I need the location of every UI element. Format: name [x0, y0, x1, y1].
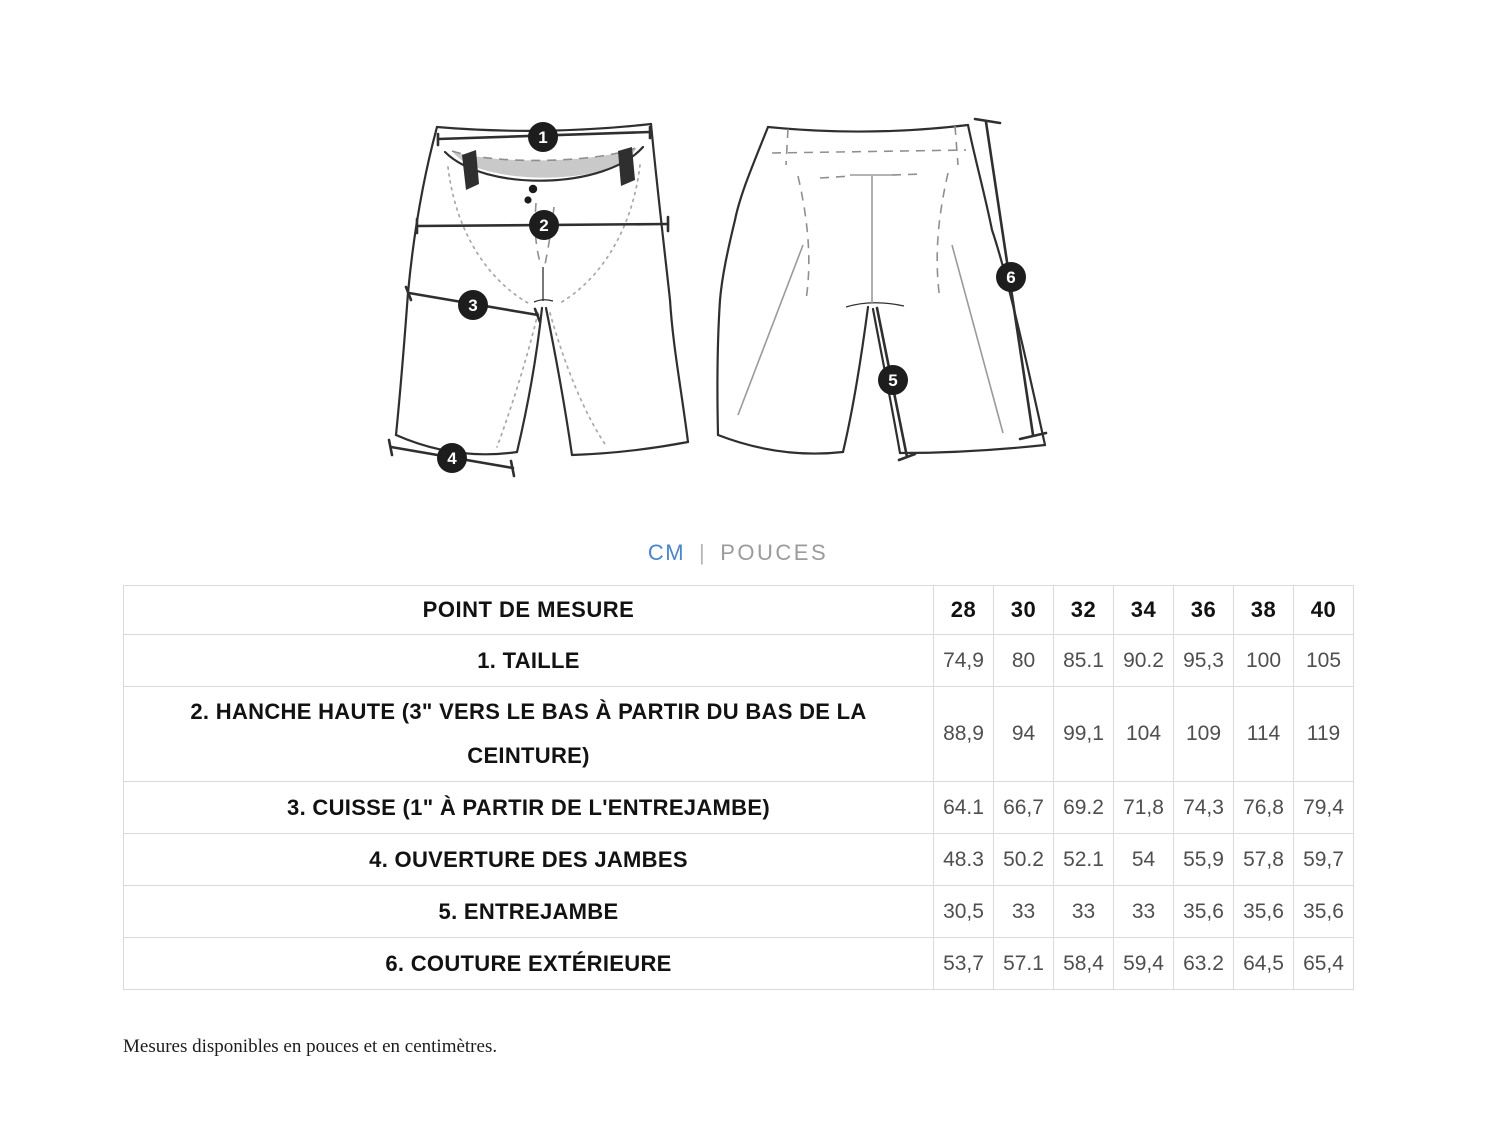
cell: 54 — [1114, 834, 1174, 886]
unit-toggle — [123, 540, 1353, 566]
cell: 64.1 — [934, 782, 994, 834]
unit-toggle-cm[interactable]: CM — [647, 540, 686, 565]
column-header-size-38: 38 — [1234, 586, 1294, 635]
cell: 57.1 — [994, 938, 1054, 990]
footnote: Mesures disponibles en pouces et en centimètres. — [123, 1036, 498, 1057]
cell: 63.2 — [1174, 938, 1234, 990]
svg-text:4: 4 — [447, 449, 457, 468]
column-header-size-36: 36 — [1174, 586, 1234, 635]
button-icon — [524, 196, 531, 203]
column-header-measure-point: POINT DE MESURE — [124, 586, 934, 635]
button-icon — [529, 185, 537, 193]
table-row-entrejambe — [124, 886, 1354, 938]
cell: 59,4 — [1114, 938, 1174, 990]
svg-text:1: 1 — [538, 128, 548, 147]
cell: 119 — [1294, 687, 1354, 782]
cell: 33 — [1054, 886, 1114, 938]
size-chart-table — [123, 585, 1354, 990]
cell: 35,6 — [1234, 886, 1294, 938]
cell: 105 — [1294, 635, 1354, 687]
table-row-couture-exterieure — [124, 938, 1354, 990]
cell: 52.1 — [1054, 834, 1114, 886]
unit-toggle-pouces[interactable]: POUCES — [720, 540, 829, 565]
cell: 53,7 — [934, 938, 994, 990]
cell: 104 — [1114, 687, 1174, 782]
cell: 76,8 — [1234, 782, 1294, 834]
cell: 90.2 — [1114, 635, 1174, 687]
shorts-front-view — [389, 122, 688, 476]
cell: 74,9 — [934, 635, 994, 687]
cell: 114 — [1234, 687, 1294, 782]
row-label: 6. COUTURE EXTÉRIEURE — [124, 938, 934, 990]
marker-3-icon — [458, 290, 488, 320]
cell: 30,5 — [934, 886, 994, 938]
column-header-size-40: 40 — [1294, 586, 1354, 635]
column-header-size-28: 28 — [934, 586, 994, 635]
marker-6-icon — [996, 262, 1026, 292]
cell: 58,4 — [1054, 938, 1114, 990]
cell: 66,7 — [994, 782, 1054, 834]
table-row-ouverture-jambes — [124, 834, 1354, 886]
svg-text:2: 2 — [539, 216, 549, 235]
cell: 33 — [1114, 886, 1174, 938]
shorts-diagram-svg — [360, 95, 1060, 495]
table-row-cuisse — [124, 782, 1354, 834]
cell: 80 — [994, 635, 1054, 687]
cell: 74,3 — [1174, 782, 1234, 834]
cell: 88,9 — [934, 687, 994, 782]
svg-text:6: 6 — [1006, 268, 1016, 287]
cell: 109 — [1174, 687, 1234, 782]
row-label: 5. ENTREJAMBE — [124, 886, 934, 938]
row-label: 3. CUISSE (1" À PARTIR DE L'ENTREJAMBE) — [124, 782, 934, 834]
cell: 48.3 — [934, 834, 994, 886]
shorts-back-view — [717, 119, 1046, 460]
cell: 95,3 — [1174, 635, 1234, 687]
cell: 35,6 — [1294, 886, 1354, 938]
table-row-taille — [124, 635, 1354, 687]
column-header-size-32: 32 — [1054, 586, 1114, 635]
cell: 35,6 — [1174, 886, 1234, 938]
cell: 57,8 — [1234, 834, 1294, 886]
cell: 64,5 — [1234, 938, 1294, 990]
cell: 50.2 — [994, 834, 1054, 886]
table-header-row — [124, 586, 1354, 635]
svg-text:3: 3 — [468, 296, 478, 315]
svg-text:5: 5 — [888, 371, 898, 390]
table-row-hanche-haute — [124, 687, 1354, 782]
marker-2-icon — [529, 210, 559, 240]
row-label: 4. OUVERTURE DES JAMBES — [124, 834, 934, 886]
cell: 79,4 — [1294, 782, 1354, 834]
cell: 71,8 — [1114, 782, 1174, 834]
cell: 65,4 — [1294, 938, 1354, 990]
marker-4-icon — [437, 443, 467, 473]
row-label: 1. TAILLE — [124, 635, 934, 687]
marker-5-icon — [878, 365, 908, 395]
row-label: 2. HANCHE HAUTE (3" VERS LE BAS À PARTIR DU BAS DE LA CEINTURE) — [124, 687, 934, 782]
unit-toggle-separator: | — [699, 540, 707, 565]
cell: 69.2 — [1054, 782, 1114, 834]
cell: 85.1 — [1054, 635, 1114, 687]
marker-1-icon — [528, 122, 558, 152]
column-header-size-30: 30 — [994, 586, 1054, 635]
cell: 59,7 — [1294, 834, 1354, 886]
cell: 100 — [1234, 635, 1294, 687]
cell: 99,1 — [1054, 687, 1114, 782]
cell: 55,9 — [1174, 834, 1234, 886]
cell: 33 — [994, 886, 1054, 938]
cell: 94 — [994, 687, 1054, 782]
column-header-size-34: 34 — [1114, 586, 1174, 635]
shorts-diagram — [360, 95, 1060, 495]
